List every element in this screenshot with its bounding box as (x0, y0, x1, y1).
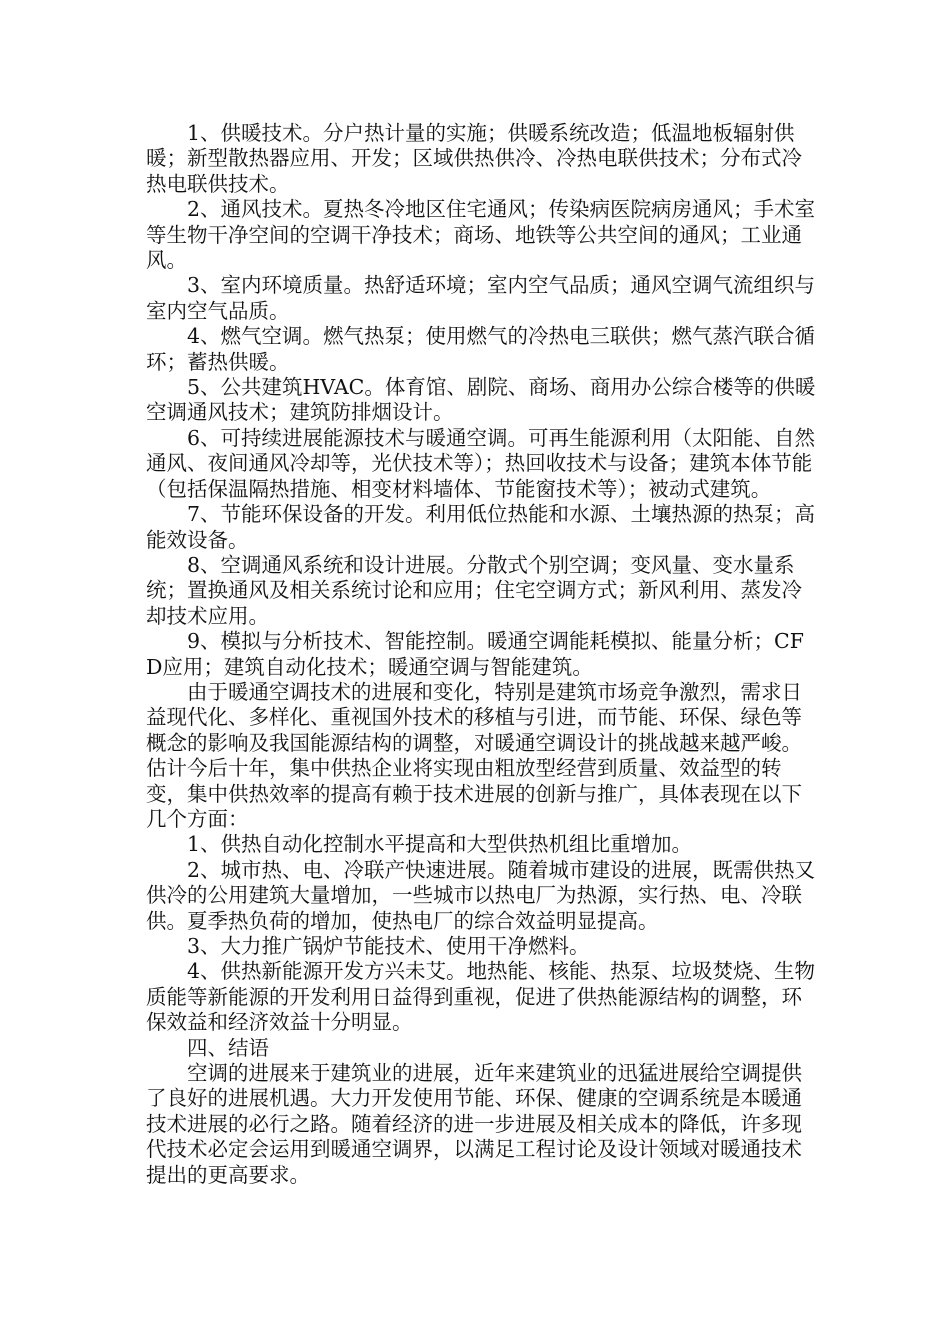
paragraph-boiler-energy-saving: 3、大力推广锅炉节能技术、使用干净燃料。 (187, 934, 590, 958)
paragraph-energy-saving-equipment: 7、节能环保设备的开发。利用低位热能和水源、土壤热源的热泵；高能效设备。 (146, 502, 816, 552)
paragraph-public-building-hvac: 5、公共建筑HVAC。体育馆、剧院、商场、商用办公综合楼等的供暖空调通风技术；建筑防排烟设计。 (146, 375, 816, 425)
paragraph-indoor-environment-quality: 3、室内环境质量。热舒适环境；室内空气品质；通风空调气流组织与室内空气品质。 (146, 273, 816, 323)
document-body (146, 121, 818, 1188)
paragraph-cogeneration: 2、城市热、电、冷联产快速进展。随着城市建设的进展，既需供热又供冷的公用建筑大量增加，一些城市以热电厂为热源，实行热、电、冷联供。夏季热负荷的增加，使热电厂的综合效益明显提高。 (146, 857, 816, 933)
paragraph-sustainable-energy: 6、可持续进展能源技术与暖通空调。可再生能源利用（太阳能、自然通风、夜间通风冷却等，光伏技术等）；热回收技术与设备；建筑本体节能（包括保温隔热措施、相变材料墙体、节能窗技术等）；被动式建筑。 (146, 425, 816, 501)
paragraph-heating-technology: 1、供暖技术。分户热计量的实施；供暖系统改造；低温地板辐射供暖；新型散热器应用、开发；区域供热供冷、冷热电联供技术；分布式冷热电联供技术。 (146, 121, 802, 196)
paragraph-heating-automation: 1、供热自动化控制水平提高和大型供热机组比重增加。 (187, 832, 693, 857)
paragraph-ventilation-technology: 2、通风技术。夏热冬冷地区住宅通风；传染病医院病房通风；手术室等生物干净空间的空调干净技术；商场、地铁等公共空间的通风；工业通风。 (146, 197, 816, 273)
section-heading-conclusion: 四、结语 (187, 1035, 269, 1060)
paragraph-simulation-intelligent-control: 9、模拟与分析技术、智能控制。暖通空调能耗模拟、能量分析；CFD应用；建筑自动化技术；暖通空调与智能建筑。 (146, 629, 804, 679)
paragraph-conclusion: 空调的进展来于建筑业的进展，近年来建筑业的迅猛进展给空调提供了良好的进展机遇。大力开发使用节能、环保、健康的空调系统是本暖通技术进展的必行之路。随着经济的进一步进展及相关成本的降低，许多现代技术必定会运用到暖通空调界，以满足工程讨论及设计领域对暖通技术提出的更高要求。 (146, 1061, 802, 1187)
paragraph-development-overview: 由于暖通空调技术的进展和变化，特别是建筑市场竞争激烈，需求日益现代化、多样化、重视国外技术的移植与引进，而节能、环保、绿色等概念的影响及我国能源结构的调整，对暖通空调设计的挑战越来越严峻。估计今后十年，集中供热企业将实现由粗放型经营到质量、效益型的转变，集中供热效率的提高有赖于技术进展的创新与推广，具体表现在以下几个方面： (146, 679, 802, 831)
paragraph-gas-air-conditioning: 4、燃气空调。燃气热泵；使用燃气的冷热电三联供；燃气蒸汽联合循环；蓄热供暖。 (146, 324, 816, 374)
paragraph-ac-ventilation-systems: 8、空调通风系统和设计进展。分散式个别空调；变风量、变水量系统；置换通风及相关系统讨论和应用；住宅空调方式；新风利用、蒸发冷却技术应用。 (146, 552, 802, 628)
paragraph-new-energy-sources: 4、供热新能源开发方兴未艾。地热能、核能、热泵、垃圾焚烧、生物质能等新能源的开发利用日益得到重视，促进了供热能源结构的调整，环保效益和经济效益十分明显。 (146, 959, 816, 1035)
